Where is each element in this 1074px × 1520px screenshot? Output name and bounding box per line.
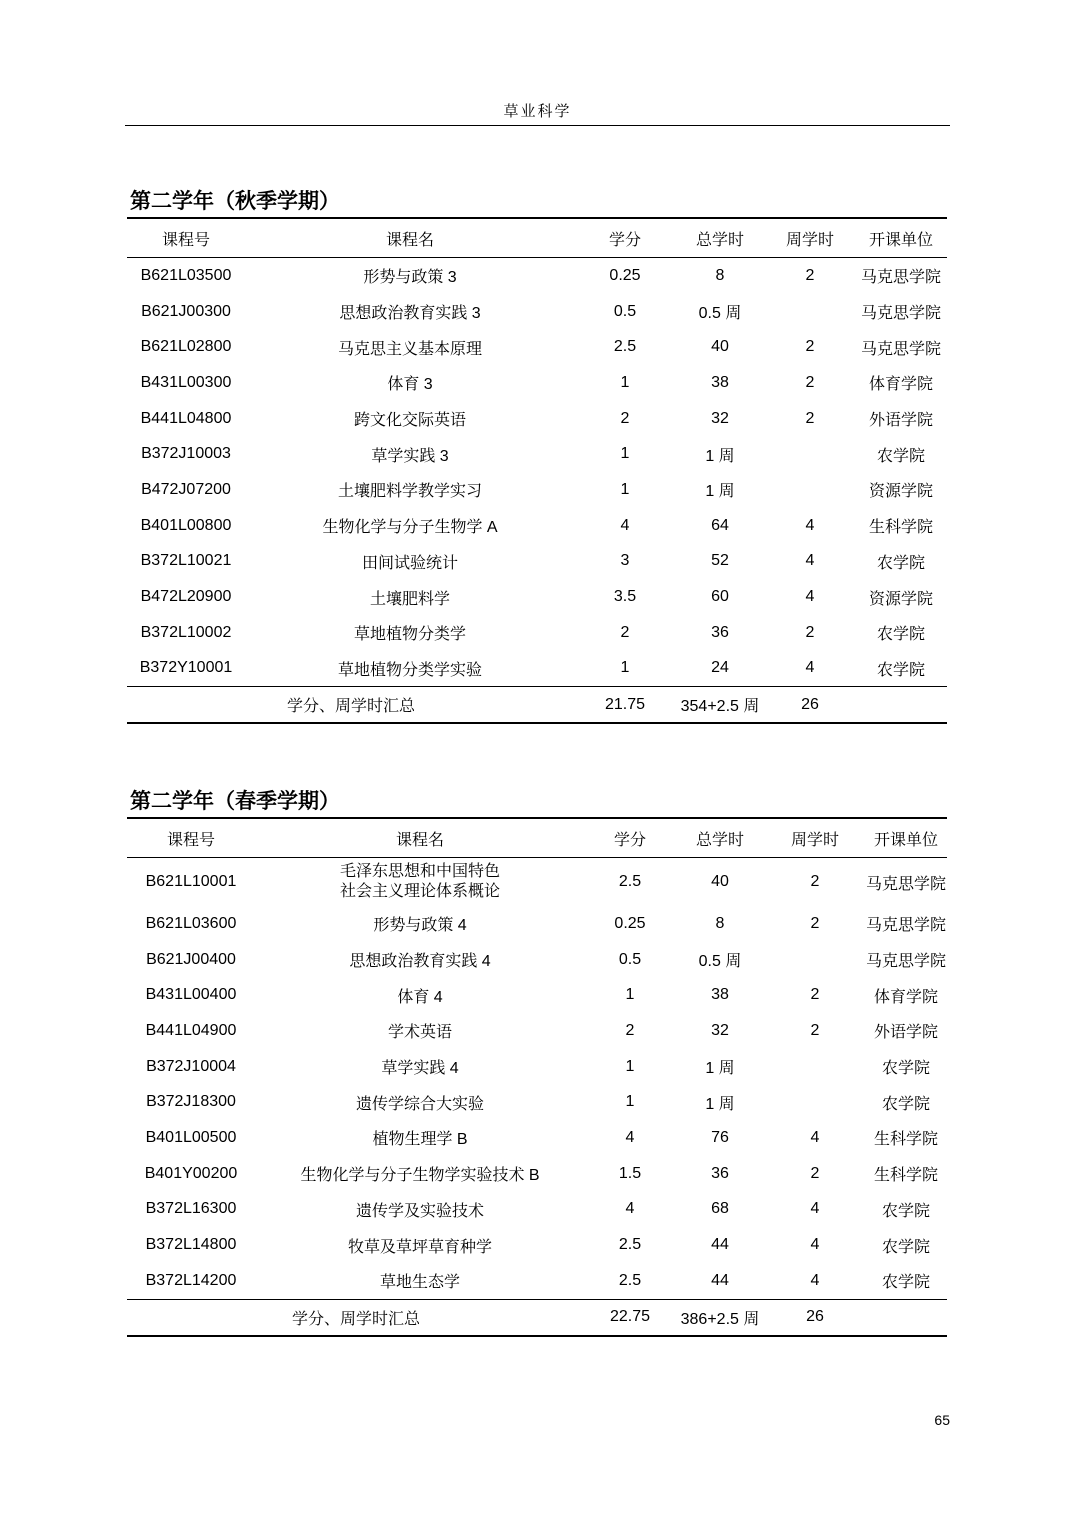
cell-credits: 0.5 xyxy=(613,302,637,320)
cell-credits: 0.25 xyxy=(614,914,646,932)
cell-department: 马克思学院 xyxy=(865,875,946,893)
cell-credits: 3 xyxy=(620,552,630,570)
cell-course-code: B441L04800 xyxy=(140,409,232,427)
cell-course-code: B401L00500 xyxy=(145,1128,237,1146)
table-row xyxy=(127,906,947,942)
cell-course-code: B401L00800 xyxy=(140,516,232,534)
cell-credits: 1 xyxy=(625,1093,635,1111)
cell-weekly-hours: 4 xyxy=(810,1128,820,1146)
table-row xyxy=(127,258,947,294)
cell-weekly-hours: 4 xyxy=(805,552,815,570)
table-row xyxy=(127,1084,947,1120)
cell-department: 马克思学院 xyxy=(865,917,946,935)
table-row xyxy=(127,329,947,365)
cell-course-code: B372L10002 xyxy=(140,623,232,641)
cell-weekly-hours: 2 xyxy=(810,1021,820,1039)
total-credits: 21.75 xyxy=(575,687,675,724)
cell-course-code: B401Y00200 xyxy=(144,1164,238,1182)
cell-credits: 4 xyxy=(620,516,630,534)
cell-course-name: 土壤肥料学教学实习 xyxy=(337,483,482,501)
cell-department: 马克思学院 xyxy=(860,340,941,358)
table-row xyxy=(127,615,947,651)
cell-weekly-hours: 2 xyxy=(810,914,820,932)
cell-weekly-hours: 4 xyxy=(805,516,815,534)
running-header: 草业科学 xyxy=(503,102,572,120)
cell-weekly-hours xyxy=(765,436,855,472)
cell-course-name: 遗传学综合大实验 xyxy=(355,1095,484,1113)
cell-course-name: 草地生态学 xyxy=(379,1274,460,1292)
cell-weekly-hours: 2 xyxy=(805,266,815,284)
cell-weekly-hours: 2 xyxy=(810,1164,820,1182)
cell-course-code: B441L04900 xyxy=(145,1021,237,1039)
cell-department: 体育学院 xyxy=(868,376,933,394)
cell-weekly-hours: 2 xyxy=(810,986,820,1004)
cell-course-code: B621L03500 xyxy=(140,266,232,284)
cell-credits: 1 xyxy=(620,373,630,391)
cell-course-name: 草学实践 4 xyxy=(381,1060,459,1078)
column-header-department: 开课单位 xyxy=(855,218,947,258)
cell-course-code: B621L03600 xyxy=(145,914,237,932)
cell-course-code: B621L10001 xyxy=(145,873,237,890)
cell-department: 生科学院 xyxy=(873,1131,938,1149)
cell-credits: 0.25 xyxy=(609,266,641,284)
cell-department: 农学院 xyxy=(881,1060,930,1078)
cell-course-code: B472L20900 xyxy=(140,588,232,606)
total-row xyxy=(127,687,947,724)
column-header-credits: 学分 xyxy=(585,818,675,858)
cell-total-hours: 38 xyxy=(711,986,729,1004)
cell-course-name: 跨文化交际英语 xyxy=(353,412,466,430)
table-row xyxy=(127,401,947,437)
cell-credits: 2 xyxy=(625,1021,635,1039)
table-row xyxy=(127,1049,947,1085)
column-header-course-code: 课程号 xyxy=(127,818,255,858)
column-header-credits: 学分 xyxy=(575,218,675,258)
cell-course-name: 形势与政策 4 xyxy=(373,917,467,935)
cell-department: 生科学院 xyxy=(868,519,933,537)
column-header-weekly-hours: 周学时 xyxy=(765,218,855,258)
cell-course-code: B372L14200 xyxy=(145,1271,237,1289)
cell-department: 生科学院 xyxy=(873,1167,938,1185)
column-header-total-hours: 总学时 xyxy=(675,218,765,258)
cell-weekly-hours: 2 xyxy=(805,623,815,641)
cell-total-hours: 8 xyxy=(715,266,725,284)
cell-department: 资源学院 xyxy=(868,483,933,501)
cell-course-name: 生物化学与分子生物学 A xyxy=(322,519,498,537)
cell-weekly-hours: 4 xyxy=(810,1236,820,1254)
column-header-course-code: 课程号 xyxy=(127,218,245,258)
cell-weekly-hours: 2 xyxy=(805,338,815,356)
cell-total-hours: 40 xyxy=(711,338,729,356)
table-row xyxy=(127,977,947,1013)
table-row xyxy=(127,436,947,472)
cell-course-name: 草地植物分类学 xyxy=(353,626,466,644)
table-row xyxy=(127,1192,947,1228)
cell-total-hours: 44 xyxy=(711,1236,729,1254)
cell-course-name: 遗传学及实验技术 xyxy=(355,1202,484,1220)
cell-department: 农学院 xyxy=(881,1202,930,1220)
table-row xyxy=(127,858,947,907)
cell-total-hours: 68 xyxy=(711,1200,729,1218)
cell-credits: 1 xyxy=(620,659,630,677)
total-label: 学分、周学时汇总 xyxy=(127,687,575,724)
cell-course-code: B431L00300 xyxy=(140,373,232,391)
column-header-department: 开课单位 xyxy=(865,818,947,858)
cell-course-code: B472J07200 xyxy=(141,480,231,498)
table-row xyxy=(127,1263,947,1299)
cell-weekly-hours xyxy=(765,1084,865,1120)
cell-total-hours: 64 xyxy=(711,516,729,534)
cell-total-hours: 1 周 xyxy=(705,483,735,501)
total-hours: 386+2.5 周 xyxy=(675,1299,765,1336)
cell-department: 马克思学院 xyxy=(860,269,941,287)
cell-course-code: B372Y10001 xyxy=(139,659,233,677)
cell-department: 外语学院 xyxy=(873,1024,938,1042)
cell-course-name: 生物化学与分子生物学实验技术 B xyxy=(300,1167,540,1185)
cell-weekly-hours: 4 xyxy=(810,1200,820,1218)
total-hours: 354+2.5 周 xyxy=(675,687,765,724)
column-header-course-name: 课程名 xyxy=(245,218,575,258)
cell-total-hours: 36 xyxy=(711,1164,729,1182)
cell-course-code: B372J10004 xyxy=(146,1057,236,1075)
table-row xyxy=(127,1156,947,1192)
cell-weekly-hours xyxy=(765,472,855,508)
total-weekly-hours: 26 xyxy=(765,687,855,724)
column-header-course-name: 课程名 xyxy=(255,818,585,858)
total-credits: 22.75 xyxy=(585,1299,675,1336)
cell-total-hours: 1 周 xyxy=(705,1095,735,1113)
cell-weekly-hours: 2 xyxy=(805,373,815,391)
cell-department: 农学院 xyxy=(876,626,925,644)
cell-course-name: 土壤肥料学 xyxy=(369,590,450,608)
total-empty xyxy=(865,1299,947,1336)
cell-course-name: 草学实践 3 xyxy=(371,447,449,465)
cell-department: 外语学院 xyxy=(868,412,933,430)
cell-course-code: B621J00300 xyxy=(141,302,231,320)
cell-total-hours: 32 xyxy=(711,409,729,427)
cell-department: 农学院 xyxy=(876,661,925,679)
cell-course-code: B621J00400 xyxy=(146,950,236,968)
cell-credits: 4 xyxy=(625,1128,635,1146)
cell-credits: 2.5 xyxy=(618,873,642,890)
table-row xyxy=(127,942,947,978)
cell-credits: 3.5 xyxy=(613,588,637,606)
table-row xyxy=(127,472,947,508)
cell-course-code: B372J18300 xyxy=(146,1093,236,1111)
spring-course-table xyxy=(127,817,947,1337)
total-row xyxy=(127,1299,947,1336)
cell-total-hours: 0.5 周 xyxy=(698,953,742,971)
cell-total-hours: 24 xyxy=(711,659,729,677)
table-header-row xyxy=(127,818,947,858)
cell-course-name: 草地植物分类学实验 xyxy=(337,661,482,679)
cell-department: 资源学院 xyxy=(868,590,933,608)
cell-department: 农学院 xyxy=(881,1238,930,1256)
cell-credits: 0.5 xyxy=(618,950,642,968)
cell-weekly-hours xyxy=(765,1049,865,1085)
table-row xyxy=(127,651,947,687)
cell-weekly-hours: 2 xyxy=(805,409,815,427)
cell-course-name: 植物生理学 B xyxy=(372,1131,468,1149)
cell-weekly-hours: 4 xyxy=(805,588,815,606)
table-row xyxy=(127,1227,947,1263)
cell-weekly-hours xyxy=(765,294,855,330)
table-row xyxy=(127,508,947,544)
cell-course-name: 牧草及草坪草育种学 xyxy=(347,1238,492,1256)
table-row xyxy=(127,544,947,580)
cell-weekly-hours: 2 xyxy=(810,873,820,890)
cell-weekly-hours: 4 xyxy=(805,659,815,677)
cell-course-name: 学术英语 xyxy=(387,1024,452,1042)
cell-credits: 2 xyxy=(620,409,630,427)
spring-section-title: 第二学年（春季学期） xyxy=(130,789,340,813)
cell-total-hours: 8 xyxy=(715,914,725,932)
cell-course-name: 思想政治教育实践 4 xyxy=(349,953,491,971)
cell-course-code: B372L14800 xyxy=(145,1236,237,1254)
total-weekly-hours: 26 xyxy=(765,1299,865,1336)
cell-total-hours: 1 周 xyxy=(705,447,735,465)
cell-department: 农学院 xyxy=(881,1274,930,1292)
table-row xyxy=(127,579,947,615)
table-row xyxy=(127,1120,947,1156)
fall-section-title: 第二学年（秋季学期） xyxy=(130,189,340,213)
cell-total-hours: 0.5 周 xyxy=(698,305,742,323)
table-row xyxy=(127,294,947,330)
cell-department: 马克思学院 xyxy=(860,305,941,323)
cell-course-name: 形势与政策 3 xyxy=(363,269,457,287)
cell-course-code: B431L00400 xyxy=(145,986,237,1004)
column-header-total-hours: 总学时 xyxy=(675,818,765,858)
cell-credits: 1 xyxy=(620,480,630,498)
cell-course-code: B621L02800 xyxy=(140,338,232,356)
header-rule xyxy=(125,125,950,126)
cell-credits: 4 xyxy=(625,1200,635,1218)
page-number: 65 xyxy=(934,1412,950,1428)
cell-weekly-hours: 4 xyxy=(810,1271,820,1289)
cell-department: 农学院 xyxy=(876,554,925,572)
cell-total-hours: 40 xyxy=(711,873,729,890)
cell-course-code: B372J10003 xyxy=(141,445,231,463)
fall-course-table xyxy=(127,217,947,724)
cell-total-hours: 44 xyxy=(711,1271,729,1289)
cell-credits: 2.5 xyxy=(613,338,637,356)
cell-course-name: 田间试验统计 xyxy=(361,554,458,572)
cell-department: 体育学院 xyxy=(873,988,938,1006)
cell-department: 农学院 xyxy=(876,447,925,465)
cell-course-code: B372L16300 xyxy=(145,1200,237,1218)
table-row xyxy=(127,365,947,401)
cell-total-hours: 32 xyxy=(711,1021,729,1039)
column-header-weekly-hours: 周学时 xyxy=(765,818,865,858)
cell-credits: 1 xyxy=(625,986,635,1004)
total-label: 学分、周学时汇总 xyxy=(127,1299,585,1336)
cell-course-name: 毛泽东思想和中国特色 社会主义理论体系概论 xyxy=(339,863,500,900)
cell-credits: 2.5 xyxy=(618,1236,642,1254)
cell-credits: 1 xyxy=(620,445,630,463)
cell-total-hours: 60 xyxy=(711,588,729,606)
table-header-row xyxy=(127,218,947,258)
total-empty xyxy=(855,687,947,724)
cell-course-name: 体育 4 xyxy=(397,988,443,1006)
cell-total-hours: 38 xyxy=(711,373,729,391)
cell-weekly-hours xyxy=(765,942,865,978)
cell-department: 马克思学院 xyxy=(865,953,946,971)
cell-course-code: B372L10021 xyxy=(140,552,232,570)
table-row xyxy=(127,1013,947,1049)
cell-department: 农学院 xyxy=(881,1095,930,1113)
cell-credits: 1 xyxy=(625,1057,635,1075)
cell-total-hours: 1 周 xyxy=(705,1060,735,1078)
cell-course-name: 体育 3 xyxy=(387,376,433,394)
cell-total-hours: 52 xyxy=(711,552,729,570)
cell-course-name: 马克思主义基本原理 xyxy=(337,340,482,358)
cell-credits: 2.5 xyxy=(618,1271,642,1289)
cell-total-hours: 76 xyxy=(711,1128,729,1146)
cell-credits: 2 xyxy=(620,623,630,641)
cell-total-hours: 36 xyxy=(711,623,729,641)
cell-course-name: 思想政治教育实践 3 xyxy=(339,305,481,323)
cell-credits: 1.5 xyxy=(618,1164,642,1182)
